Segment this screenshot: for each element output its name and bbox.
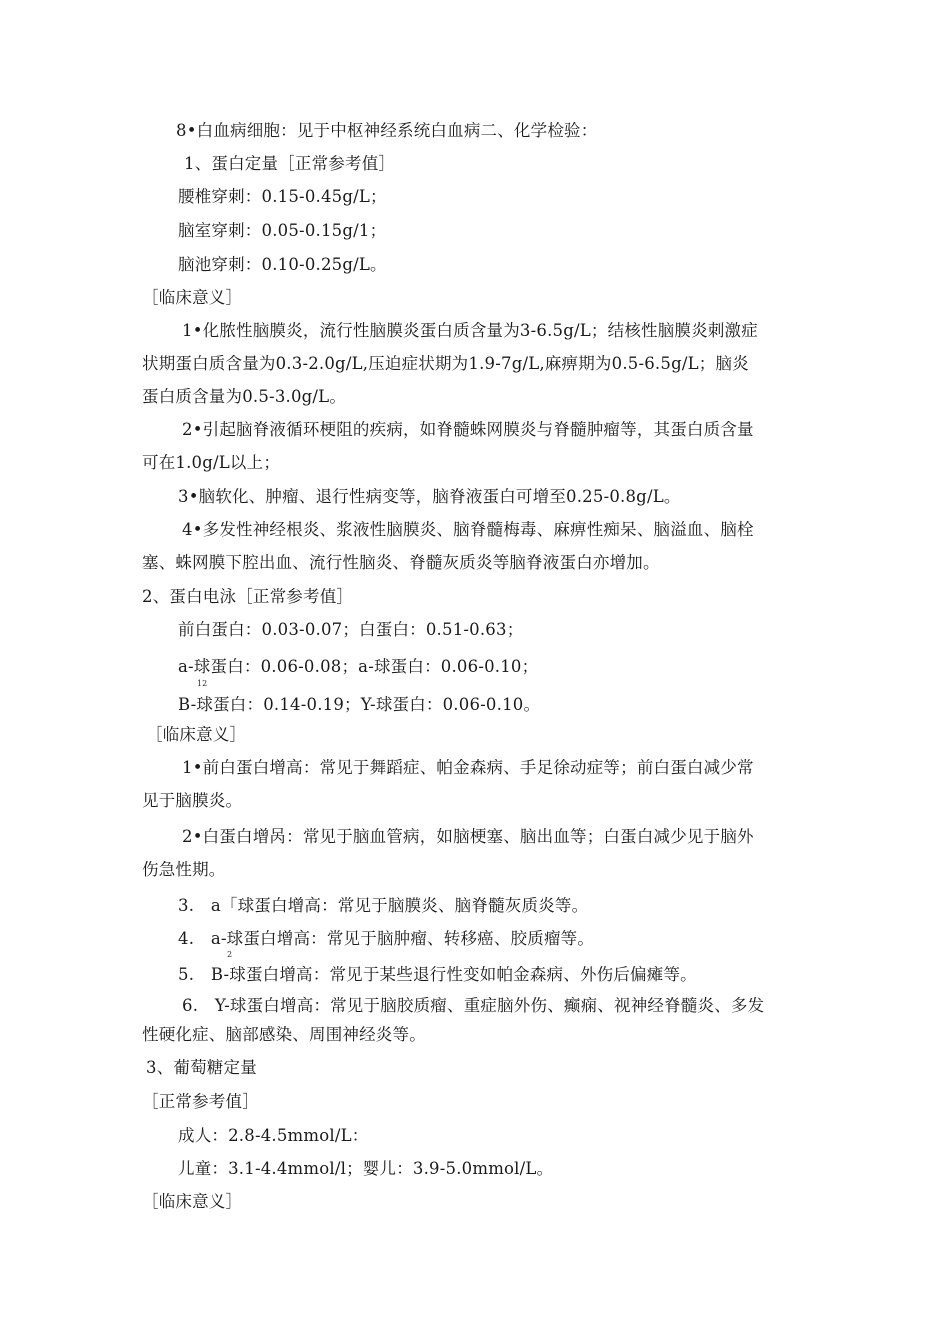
text-line: 成人：2.8-4.5mmol/L：	[178, 1126, 369, 1145]
section-heading: 3、葡萄糖定量	[146, 1058, 257, 1077]
text-line: 4. a-球蛋白增高：常见于脑肿瘤、转移癌、胶质瘤等。	[178, 929, 595, 948]
text-line: 可在1.0g/L以上；	[142, 453, 281, 472]
text-line: 5. B-球蛋白增高：常见于某些退行性变如帕金森病、外伤后偏瘫等。	[178, 965, 697, 984]
subsection-heading: ［临床意义］	[142, 1192, 243, 1211]
text-line: 腰椎穿刺：0.15-0.45g/L；	[178, 187, 387, 206]
text-line: a-球蛋白：0.06-0.08；a-球蛋白：0.06-0.10；	[178, 657, 539, 676]
text-line: 脑室穿刺：0.05-0.15g/1；	[178, 221, 387, 240]
text-line: 3. a「球蛋白增高：常见于脑膜炎、脑脊髓灰质炎等。	[178, 896, 589, 915]
subsection-heading: ［正常参考值］	[142, 1092, 259, 1111]
text-line: 6. Y-球蛋白增高：常见于脑胶质瘤、重症脑外伤、癫痫、视神经脊髓炎、多发	[182, 996, 765, 1015]
text-line: 8•白血病细胞：见于中枢神经系统白血病二、化学检验：	[176, 121, 598, 140]
text-line: 1•前白蛋白增高：常见于舞蹈症、帕金森病、手足徐动症等；前白蛋白减少常	[182, 758, 754, 777]
text-line: 2•引起脑脊液循环梗阻的疾病，如脊髓蛛网膜炎与脊髓肿瘤等，其蛋白质含量	[182, 420, 754, 439]
text-line: 状期蛋白质含量为0.3-2.0g/L,压迫症状期为1.9-7g/L,麻痹期为0.5-6.5g/L；脑炎	[142, 354, 749, 373]
text-line: B-球蛋白：0.14-0.19；Y-球蛋白：0.06-0.10。	[178, 695, 541, 714]
text-line: 4•多发性神经根炎、浆液性脑膜炎、脑脊髓梅毒、麻痹性痴呆、脑溢血、脑栓	[182, 520, 754, 539]
subscript-mark: 12	[197, 679, 208, 688]
text-line: 伤急性期。	[142, 860, 226, 879]
text-line: 见于脑膜炎。	[142, 791, 243, 810]
text-line: 1•化脓性脑膜炎，流行性脑膜炎蛋白质含量为3-6.5g/L；结核性脑膜炎刺激症	[182, 321, 758, 340]
text-line: 蛋白质含量为0.5-3.0g/L。	[142, 387, 347, 406]
section-heading: 1、蛋白定量［正常参考值］	[184, 154, 396, 173]
text-line: 儿童：3.1-4.4mmol/l；婴儿：3.9-5.0mmol/L。	[178, 1159, 554, 1178]
text-line: 脑池穿刺：0.10-0.25g/L。	[178, 255, 387, 274]
text-line: 前白蛋白：0.03-0.07；白蛋白：0.51-0.63；	[178, 620, 524, 639]
text-line: 塞、蛛网膜下腔出血、流行性脑炎、脊髓灰质炎等脑脊液蛋白亦增加。	[142, 553, 660, 572]
subsection-heading: ［临床意义］	[142, 288, 243, 307]
text-line: 2•白蛋白增呙：常见于脑血管病，如脑梗塞、脑出血等；白蛋白减少见于脑外	[182, 827, 754, 846]
subsection-heading: ［临床意义］	[146, 725, 247, 744]
subscript-mark: 2	[227, 950, 233, 959]
text-line: 性硬化症、脑部感染、周围神经炎等。	[142, 1025, 426, 1044]
section-heading: 2、蛋白电泳［正常参考值］	[142, 587, 354, 606]
text-line: 3•脑软化、肿瘤、退行性病变等，脑脊液蛋白可增至0.25-0.8g/L。	[178, 487, 681, 506]
